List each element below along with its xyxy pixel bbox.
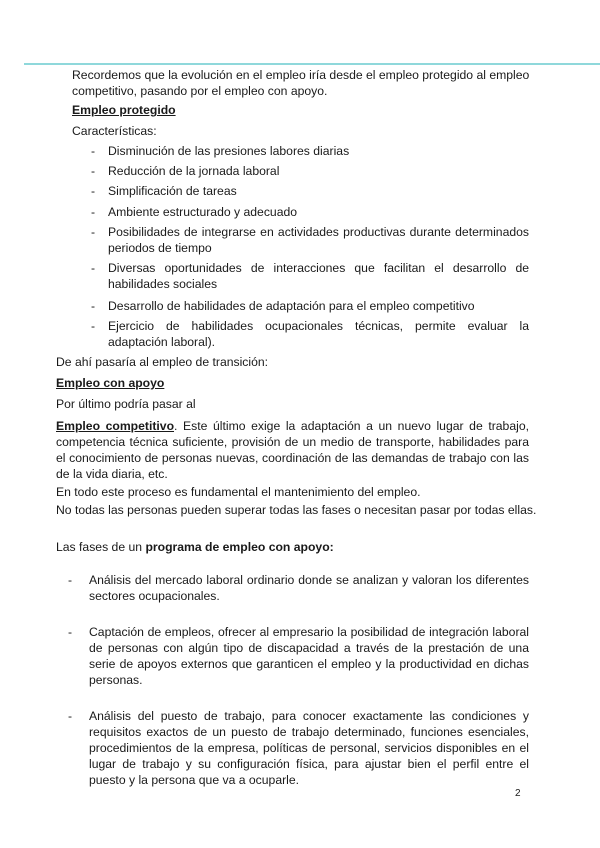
transicion-text: De ahí pasaría al empleo de transición: xyxy=(56,355,269,369)
fases-intro-bold: programa de empleo con apoyo: xyxy=(145,540,334,554)
list-item: Diversas oportunidades de interacciones que facilitan el desarrollo de habilidades sociales xyxy=(108,261,529,291)
list-item: Desarrollo de habilidades de adaptación para el empleo competitivo xyxy=(108,299,475,313)
list-item: Análisis del mercado laboral ordinario donde se analizan y valoran los diferentes sectores ocupacionales. xyxy=(89,573,529,603)
bullet-dash: - xyxy=(91,319,96,333)
competitivo-paragraph xyxy=(56,418,529,482)
header-rule xyxy=(24,63,600,65)
heading-empleo-protegido: Empleo protegido xyxy=(72,103,176,117)
list-item: Captación de empleos, ofrecer al empresario la posibilidad de integración laboral de personas con algún tipo de discapacidad a través de la prestación de una serie de apoyos externos que garanticen el empleo y la productividad en dichas personas. xyxy=(89,625,529,687)
bullet-dash: - xyxy=(68,625,73,639)
bullet-dash: - xyxy=(91,184,96,198)
intro-paragraph: Recordemos que la evolución en el empleo iría desde el empleo protegido al empleo competitivo, pasando por el empleo con apoyo. xyxy=(72,68,530,98)
competitivo-text: . Este último exige la adaptación a un nuevo lugar de trabajo, competencia técnica suficiente, provisión de un medio de transporte, habilidades para el conocimiento de personas nuevas, coordinación de las demandas de trabajo con las de la vida diaria, etc. xyxy=(56,419,529,481)
page-number: 2 xyxy=(515,788,521,799)
list-item: Simplificación de tareas xyxy=(108,184,237,198)
por-ultimo-text: Por último podría pasar al xyxy=(56,397,196,411)
heading-empleo-con-apoyo: Empleo con apoyo xyxy=(56,376,165,390)
bullet-dash: - xyxy=(91,164,96,178)
bullet-dash: - xyxy=(91,225,96,239)
caracteristicas-label: Características: xyxy=(72,124,157,138)
bullet-dash: - xyxy=(91,144,96,158)
list-item: Reducción de la jornada laboral xyxy=(108,164,280,178)
mantenimiento-text: En todo este proceso es fundamental el mantenimiento del empleo. xyxy=(56,485,421,499)
list-item: Ambiente estructurado y adecuado xyxy=(108,205,298,219)
bullet-dash: - xyxy=(68,573,73,587)
bullet-dash: - xyxy=(91,261,96,275)
bullet-dash: - xyxy=(68,709,73,723)
list-item: Posibilidades de integrarse en actividades productivas durante determinados periodos de tiempo xyxy=(108,225,529,255)
fases-intro-text: Las fases de un xyxy=(56,540,146,554)
fases-intro xyxy=(56,539,334,555)
bullet-dash: - xyxy=(91,205,96,219)
list-item: Disminución de las presiones labores diarias xyxy=(108,144,350,158)
bullet-dash: - xyxy=(91,299,96,313)
no-todas-text: No todas las personas pueden superar todas las fases o necesitan pasar por todas ellas. xyxy=(56,503,537,517)
list-item: Análisis del puesto de trabajo, para conocer exactamente las condiciones y requisitos exactos de un puesto de trabajo determinado, funciones esenciales, procedimientos de la empresa, políticas de personal, servicios disponibles en el lugar de trabajo y su configuración física, para ajustar bien el perfil entre el puesto y la persona que va a ocuparle. xyxy=(89,709,529,787)
list-item: Ejercicio de habilidades ocupacionales técnicas, permite evaluar la adaptación laboral). xyxy=(108,319,529,349)
heading-empleo-competitivo: Empleo competitivo xyxy=(56,419,175,433)
